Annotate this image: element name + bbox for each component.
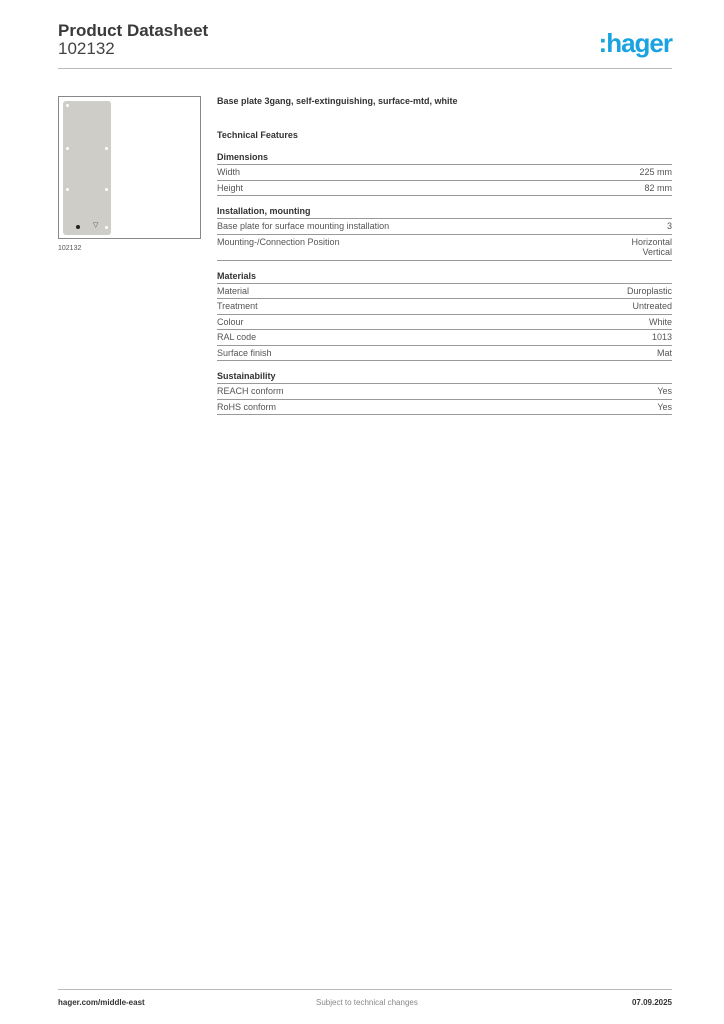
spec-row [217,181,672,197]
base-plate-picture: ▽ [63,101,111,235]
spec-label: Mounting-/Connection Position [217,236,340,247]
spec-row [217,235,672,261]
spec-value-line: Horizontal [631,236,672,247]
section-heading: Materials [217,271,672,284]
spec-label: Treatment [217,301,258,311]
spec-row [217,219,672,235]
spec-label: Material [217,285,250,296]
spec-label: Height [217,182,244,193]
spec-value [657,386,672,397]
section-heading: Sustainability [217,371,672,384]
footer-website[interactable]: hager.com/middle-east [58,998,145,1007]
spec-value-line: Duroplastic [626,285,672,296]
spec-row [217,165,672,181]
spec-section [217,271,672,362]
footer-date: 07.09.2025 [631,998,672,1007]
spec-row [217,284,672,300]
spec-section [217,371,672,415]
spec-value [657,348,672,359]
section-heading: Installation, mounting [217,206,672,219]
spec-value [652,332,672,343]
spec-value [627,286,672,297]
spec-value [639,167,672,178]
spec-value-line: Vertical [642,247,672,257]
spec-content [217,96,672,425]
footer-divider [58,989,672,990]
spec-value-line: Untreated [632,301,672,311]
hager-logo: :hager [598,28,672,58]
spec-value-line: Yes [657,386,672,396]
spec-label: RoHS conform [217,401,277,412]
spec-row [217,400,672,416]
spec-label: RAL code [217,332,257,342]
header-divider [58,68,672,69]
spec-value-line: 1013 [651,332,672,342]
spec-value [644,183,672,194]
spec-value-line: White [648,316,672,327]
spec-label: Colour [217,316,244,327]
spec-value-line: 3 [666,221,672,231]
spec-row [217,330,672,346]
product-description: Base plate 3gang, self-extinguishing, surface-mtd, white [217,96,458,106]
spec-value-line: 225 mm [639,167,672,177]
spec-label: Width [217,167,241,177]
spec-value [657,402,672,413]
spec-row [217,299,672,315]
spec-value [632,301,672,312]
technical-features-heading: Technical Features [217,130,298,140]
section-heading: Dimensions [217,152,672,165]
spec-label: REACH conform [217,386,284,396]
page-title: Product Datasheet [58,21,209,40]
spec-row [217,346,672,362]
spec-row [217,384,672,400]
product-code: 102132 [58,39,115,58]
spec-label: Surface finish [217,347,272,358]
spec-label: Base plate for surface mounting installation [217,221,390,231]
footer-notice: Subject to technical changes [316,998,418,1007]
spec-section [217,152,672,196]
product-image [58,96,201,239]
spec-value [649,317,672,328]
spec-row [217,315,672,331]
image-caption: 102132 [58,245,82,252]
spec-value-line: Mat [656,347,672,358]
spec-section [217,206,672,261]
spec-value-line: 82 mm [644,182,672,193]
spec-value [631,237,672,258]
spec-value-line: Yes [657,401,672,412]
spec-value [667,221,672,232]
